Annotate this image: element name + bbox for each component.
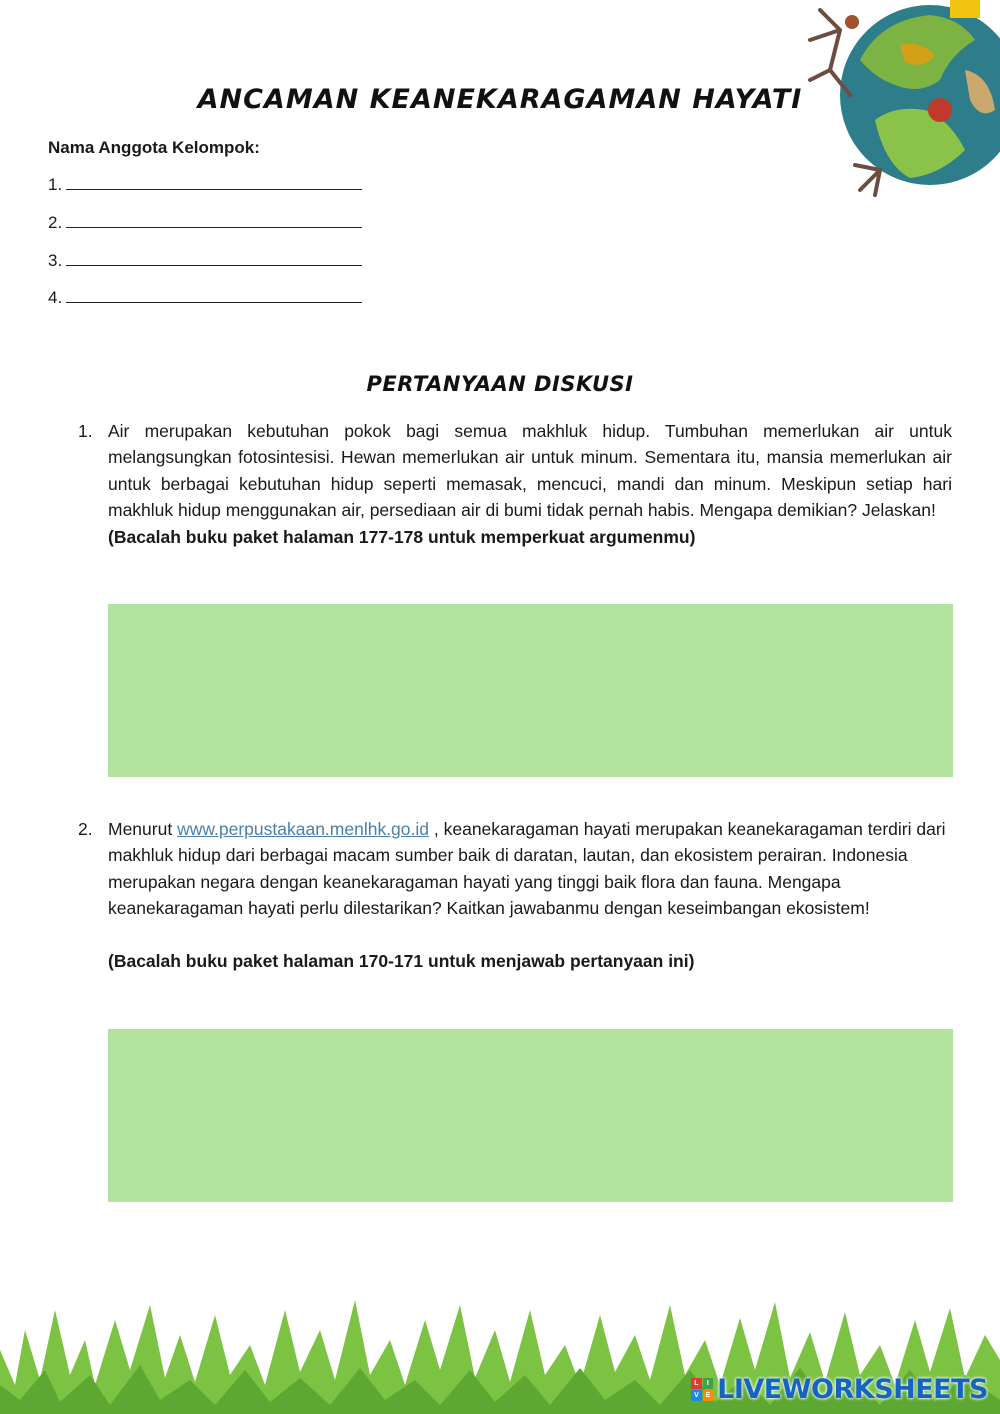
question-1: [78, 418, 952, 550]
liveworksheets-logo-icon: [691, 1378, 713, 1400]
answer-box-1[interactable]: [108, 604, 953, 777]
logo-letter: I: [703, 1378, 714, 1389]
question-text-before: Menurut: [108, 819, 178, 839]
member-number: 4.: [48, 288, 63, 307]
member-number: 2.: [48, 213, 63, 232]
question-number: 1.: [78, 421, 93, 441]
question-hint: (Bacalah buku paket halaman 170-171 untuk menjawab pertanyaan ini): [108, 950, 695, 971]
member-blank[interactable]: [66, 213, 362, 228]
members-label: Nama Anggota Kelompok:: [48, 138, 260, 157]
logo-letter: L: [691, 1378, 702, 1389]
question-text-after: , keanekaragaman hayati merupakan keanekaragaman terdiri dari makhluk hidup dari berbagai macam sumber baik di daratan, lautan, dan ekosistem perairan. Indonesia merupakan negara dengan keanekaragaman hayati yang tinggi baik flora dan fauna. Mengapa keanekaragaman hayati perlu dilestarikan? Kaitkan jawabanmu dengan keseimbangan ekosistem!: [108, 819, 946, 919]
member-line: [48, 175, 362, 195]
member-line: [48, 251, 362, 271]
source-link[interactable]: www.perpustakaan.menlhk.go.id: [177, 819, 430, 839]
question-hint: (Bacalah buku paket halaman 177-178 untuk memperkuat argumenmu): [108, 526, 696, 547]
answer-box-2[interactable]: [108, 1029, 953, 1202]
page-title: ANCAMAN KEANEKARAGAMAN HAYATI: [197, 84, 803, 115]
question-text: Air merupakan kebutuhan pokok bagi semua makhluk hidup. Tumbuhan memerlukan air untuk melangsungkan fotosintesisi. Hewan memerlukan air untuk minum. Sementara itu, mansia memerlukan air untuk berbagai kebutuhan hidup seperti memasak, mencuci, mandi dan minum. Meskipun setiap hari makhluk hidup menggunakan air, persediaan air di bumi tidak pernah habis. Mengapa demikian? Jelaskan!: [108, 421, 952, 521]
liveworksheets-branding: [691, 1372, 988, 1406]
member-blank[interactable]: [66, 251, 362, 266]
member-line: [48, 288, 362, 308]
member-line: [48, 213, 362, 233]
section-title: PERTANYAAN DISKUSI: [366, 372, 634, 396]
question-number: 2.: [78, 819, 93, 839]
logo-letter: V: [691, 1390, 702, 1401]
member-number: 3.: [48, 251, 63, 270]
member-number: 1.: [48, 175, 63, 194]
question-text: [108, 816, 952, 922]
member-blank[interactable]: [66, 288, 362, 303]
logo-letter: E: [703, 1390, 714, 1401]
liveworksheets-wordmark: LIVEWORKSHEETS: [717, 1373, 988, 1405]
question-2: [78, 816, 952, 974]
member-blank[interactable]: [66, 175, 362, 190]
